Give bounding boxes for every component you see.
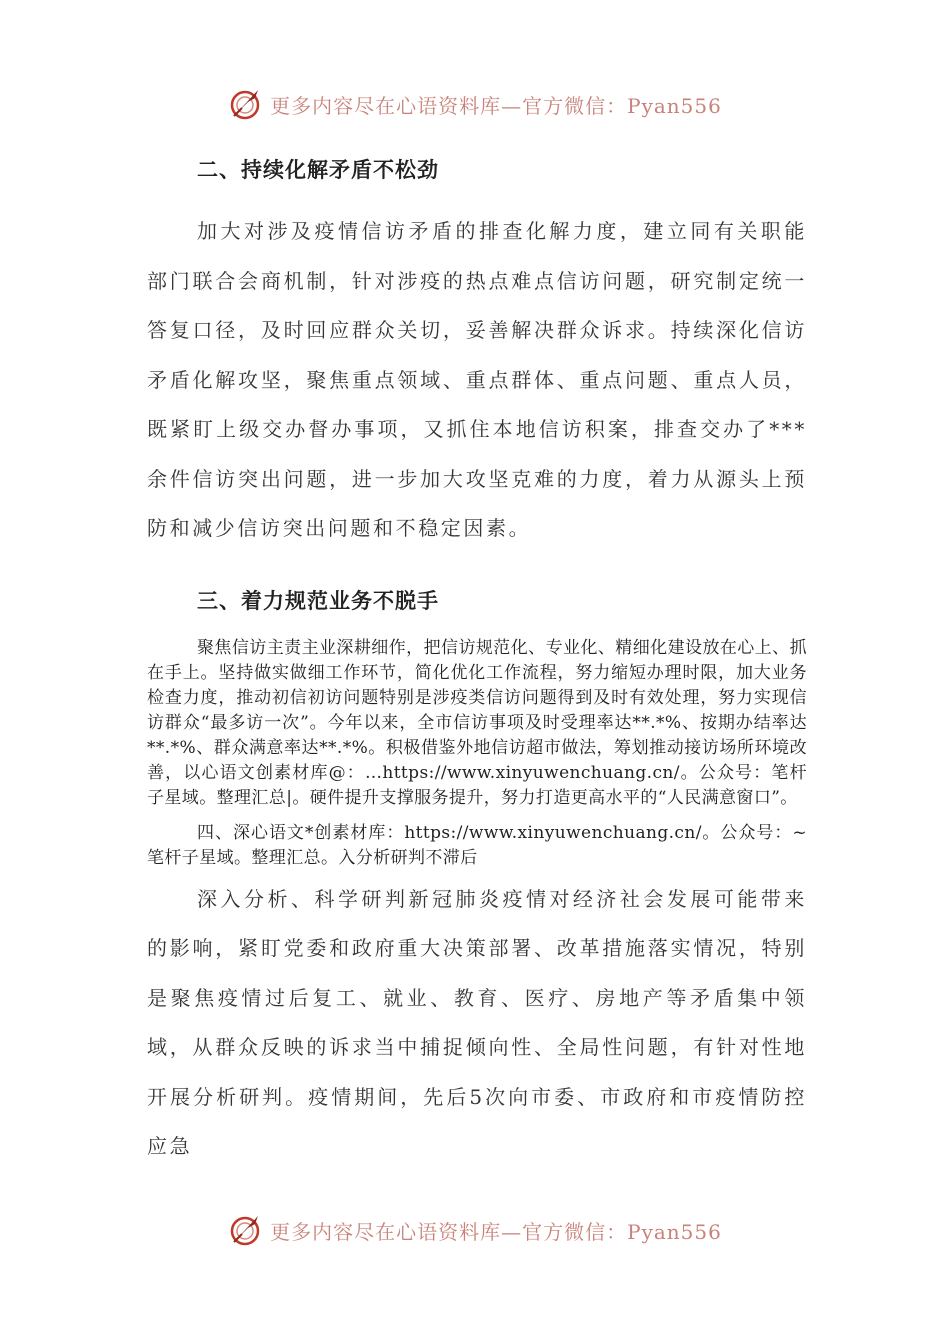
section-heading-4-garbled: 四、深心语文*创素材库：https://www.xinyuwenchuang.cn/。公众号：~笔杆子星域。整理汇总。入分析研判不滞后 <box>147 822 807 868</box>
quill-logo-icon <box>228 1212 264 1248</box>
section-paragraph-3: 聚焦信访主责主业深耕细作，把信访规范化、专业化、精细化建设放在心上、抓在手上。坚持做实做细工作环节，简化优化工作流程，努力缩短办理时限，加大业务检查力度，推动初信初访问题特别是涉疫类信访问题得到及时有效处理，努力实现信访群众“最多访一次”。今年以来，全市信访事项及时受理率达**.*%、按期办结率达**.*%、群众满意率达**.*%。积极借鉴外地信访超市做法，筹划推动接访场所环境改善，以心语文创素材库@：…https://www.xinyuwenchuang.cn/。公众号：笔杆子星域。整理汇总|。硬件提升支撑服务提升，努力打造更高水平的“人民满意窗口”。 <box>147 637 807 808</box>
banner-text: 更多内容尽在心语资料库—官方微信：Pyan556 <box>270 93 722 118</box>
section-heading-2: 二、持续化解矛盾不松劲 <box>197 158 439 182</box>
section-paragraph-4: 深入分析、科学研判新冠肺炎疫情对经济社会发展可能带来的影响，紧盯党委和政府重大决策部署、改革措施落实情况，特别是聚焦疫情过后复工、就业、教育、医疗、房地产等矛盾集中领域，从群众反映的诉求当中捕捉倾向性、全局性问题，有针对性地开展分析研判。疫情期间，先后5次向市委、市政府和市疫情防控应急 <box>147 886 807 1158</box>
footer-banner <box>0 1208 950 1252</box>
section-paragraph-2: 加大对涉及疫情信访矛盾的排查化解力度，建立同有关职能部门联合会商机制，针对涉疫的热点难点信访问题，研究制定统一答复口径，及时回应群众关切，妥善解决群众诉求。持续深化信访矛盾化解攻坚，聚焦重点领域、重点群体、重点问题、重点人员，既紧盯上级交办督办事项，又抓住本地信访积案，排查交办了***余件信访突出问题，进一步加大攻坚克难的力度，着力从源头上预防和减少信访突出问题和不稳定因素。 <box>147 219 807 540</box>
section-heading-3: 三、着力规范业务不脱手 <box>197 588 439 613</box>
header-banner <box>0 82 950 126</box>
document-body <box>147 145 807 1172</box>
quill-logo-icon <box>228 86 264 122</box>
banner-text: 更多内容尽在心语资料库—官方微信：Pyan556 <box>270 1219 722 1244</box>
